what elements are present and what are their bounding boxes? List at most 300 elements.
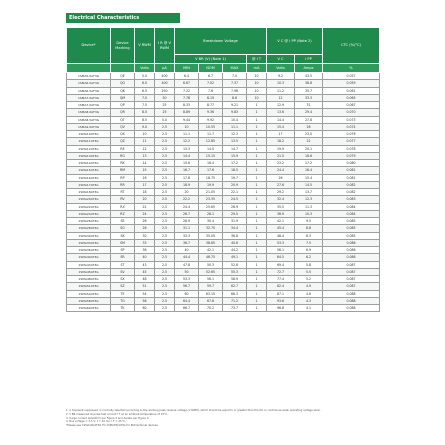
value-cell: 10	[247, 73, 267, 80]
marking-cell: QK	[111, 87, 135, 94]
device-cell: 1SMA60AT3G	[67, 305, 111, 312]
value-cell: 30.4	[199, 218, 223, 225]
value-cell: 1	[247, 123, 267, 130]
value-cell: 9.92	[199, 116, 223, 123]
value-cell: 27.8	[295, 116, 323, 123]
value-cell: 2.5	[155, 232, 175, 239]
unit-cell: Volts	[135, 64, 155, 73]
value-cell: 7.5	[135, 102, 155, 109]
value-cell: 9.21	[223, 102, 247, 109]
device-cell: 1SMA20AT3G	[67, 196, 111, 203]
value-cell: 1	[247, 181, 267, 188]
value-cell: 0.082	[323, 181, 380, 188]
device-cell: 1SMA18AT3G	[67, 189, 111, 196]
marking-cell: RX	[111, 203, 135, 210]
value-cell: 16.7	[175, 167, 199, 174]
marking-cell: ST	[111, 261, 135, 268]
value-cell: 58.9	[223, 276, 247, 283]
device-cell: 1SMA15AT3G	[67, 167, 111, 174]
table-row	[67, 138, 380, 145]
value-cell: 25	[155, 102, 175, 109]
value-cell: 10	[135, 131, 155, 138]
header-vc: V C	[267, 55, 295, 64]
value-cell: 31.1	[175, 225, 199, 232]
value-cell: 9.36	[199, 109, 223, 116]
device-cell: 1SMA11AT3G	[67, 138, 111, 145]
value-cell: 8.77	[199, 102, 223, 109]
value-cell: 58	[135, 297, 155, 304]
value-cell: 11.3	[295, 203, 323, 210]
value-cell: 22.1	[223, 189, 247, 196]
device-cell: 1SMA36AT3G	[67, 247, 111, 254]
value-cell: 26.9	[223, 203, 247, 210]
value-cell: 0.067	[323, 102, 380, 109]
value-cell: 6.7	[199, 73, 223, 80]
value-cell: 56.1	[199, 276, 223, 283]
table-row	[67, 181, 380, 188]
value-cell: 2.5	[155, 290, 175, 297]
value-cell: 0.085	[323, 232, 380, 239]
value-cell: 35.5	[267, 203, 295, 210]
value-cell: 50	[175, 268, 199, 275]
value-cell: 1	[247, 145, 267, 152]
table-row	[67, 189, 380, 196]
value-cell: 28	[135, 225, 155, 232]
device-cell: 1SMA13AT3G	[67, 152, 111, 159]
value-cell: 0.086	[323, 247, 380, 254]
table-row	[67, 152, 380, 159]
value-cell: 2.5	[155, 225, 175, 232]
value-cell: 12.3	[295, 196, 323, 203]
value-cell: 48.4	[267, 232, 295, 239]
value-cell: 35.7	[295, 87, 323, 94]
table-row	[67, 268, 380, 275]
device-cell: 1SMA26AT3G	[67, 218, 111, 225]
value-cell: 22.2	[175, 196, 199, 203]
value-cell: 7.0	[135, 94, 155, 101]
value-cell: 9.44	[175, 116, 199, 123]
value-cell: 18.2	[267, 138, 295, 145]
value-cell: 250	[155, 87, 175, 94]
unit-cell: Volts	[267, 64, 295, 73]
value-cell: 45	[135, 268, 155, 275]
table-row	[67, 239, 380, 246]
value-cell: 62.7	[223, 283, 247, 290]
value-cell: 50.3	[199, 261, 223, 268]
device-cell: 1SMA7.0AT3G	[67, 94, 111, 101]
value-cell: 0.087	[323, 261, 380, 268]
value-cell: 14.7	[223, 145, 247, 152]
device-cell: 1SMA58AT3G	[67, 297, 111, 304]
value-cell: 9.2	[267, 73, 295, 80]
value-cell: 25.65	[199, 203, 223, 210]
header-device: Device*	[67, 28, 111, 64]
device-cell: 1SMA45AT3G	[67, 268, 111, 275]
value-cell: 7.78	[175, 94, 199, 101]
value-cell: 9.5	[295, 218, 323, 225]
table-row	[67, 305, 380, 312]
device-cell: 1SMA17AT3G	[67, 181, 111, 188]
value-cell: 1	[247, 290, 267, 297]
value-cell: 56.7	[175, 283, 199, 290]
value-cell: 2.5	[155, 189, 175, 196]
value-cell: 0.081	[323, 167, 380, 174]
value-cell: 10.4	[223, 116, 247, 123]
value-cell: 26	[135, 218, 155, 225]
value-cell: 18.9	[175, 181, 199, 188]
value-cell: 0.088	[323, 290, 380, 297]
value-cell: 38.8	[295, 80, 323, 87]
value-cell: 2.5	[155, 283, 175, 290]
value-cell: 40	[135, 254, 155, 261]
device-cell: 1SMA7.5AT3G	[67, 102, 111, 109]
device-cell: 1SMA28AT3G	[67, 225, 111, 232]
header-breakdown-voltage: Breakdown Voltage	[175, 28, 267, 55]
value-cell: 1	[247, 218, 267, 225]
value-cell: 60	[175, 290, 199, 297]
device-cell: 1SMA24AT3G	[67, 210, 111, 217]
marking-cell: RK	[111, 160, 135, 167]
value-cell: 82.4	[267, 283, 295, 290]
device-cell: 1SMA51AT3G	[67, 283, 111, 290]
value-cell: 2.5	[155, 203, 175, 210]
value-cell: 5.8	[295, 261, 323, 268]
marking-cell: SG	[111, 225, 135, 232]
value-cell: 2.5	[155, 305, 175, 312]
value-cell: 1	[247, 239, 267, 246]
value-cell: 14	[135, 160, 155, 167]
marking-cell: SR	[111, 254, 135, 261]
value-cell: 1	[247, 174, 267, 181]
value-cell: 31.9	[223, 218, 247, 225]
value-cell: 46.75	[199, 254, 223, 261]
value-cell: 13.5	[223, 138, 247, 145]
value-cell: 16	[135, 174, 155, 181]
value-cell: 0.073	[323, 116, 380, 123]
value-cell: 23.2	[267, 160, 295, 167]
footnote-line: 1. A transient suppressor is normally selected according to the working peak reverse voltage (V RWM), which should be equal to or greater than the DC or continuous peak operating voltage level.	[66, 409, 321, 412]
marking-cell: SM	[111, 239, 135, 246]
value-cell: 32.4	[267, 196, 295, 203]
table-row	[67, 196, 380, 203]
value-cell: 13.3	[175, 145, 199, 152]
electrical-characteristics-table-wrapper	[66, 27, 379, 312]
value-cell: 0.078	[323, 145, 380, 152]
marking-cell: QZ	[111, 138, 135, 145]
value-cell: 7.0	[223, 73, 247, 80]
value-cell: 8.8	[295, 225, 323, 232]
value-cell: 10	[175, 123, 199, 130]
value-cell: 16.4	[199, 160, 223, 167]
value-cell: 9.83	[223, 109, 247, 116]
value-cell: 6.9	[295, 247, 323, 254]
value-cell: 19.9	[267, 145, 295, 152]
table-row	[67, 225, 380, 232]
value-cell: 9.0	[135, 123, 155, 130]
value-cell: 23.35	[199, 196, 223, 203]
value-cell: 2.5	[155, 145, 175, 152]
marking-cell: SP	[111, 247, 135, 254]
value-cell: 59.7	[199, 283, 223, 290]
value-cell: 17.6	[199, 167, 223, 174]
header-device-marking: Device Marking	[111, 28, 135, 64]
device-cell: 1SMA14AT3G	[67, 160, 111, 167]
value-cell: 18.6	[295, 152, 323, 159]
value-cell: 5.0	[155, 116, 175, 123]
value-cell: 45.4	[267, 225, 295, 232]
unit-cell: MAX	[223, 64, 247, 73]
value-cell: 26.7	[175, 210, 199, 217]
unit-blank	[67, 64, 111, 73]
value-cell: 51	[135, 283, 155, 290]
value-cell: 66.3	[223, 290, 247, 297]
value-cell: 7.6	[199, 87, 223, 94]
header-vc-ipp: V C @ I PP (Note 2)	[267, 28, 323, 55]
value-cell: 7.22	[175, 87, 199, 94]
value-cell: 36	[135, 247, 155, 254]
value-cell: 33	[135, 239, 155, 246]
marking-cell: RP	[111, 174, 135, 181]
value-cell: 0.082	[323, 189, 380, 196]
device-cell: 1SMA9.0AT3G	[67, 123, 111, 130]
value-cell: 43	[135, 261, 155, 268]
value-cell: 17.2	[295, 160, 323, 167]
value-cell: 44.4	[175, 254, 199, 261]
table-row	[67, 283, 380, 290]
footnote-line: 3. Surge current waveform per Figure 2 and derate per Figure 3.	[66, 416, 150, 420]
value-cell: 72.7	[267, 268, 295, 275]
electrical-characteristics-table	[66, 27, 380, 312]
marking-cell: QT	[111, 116, 135, 123]
value-cell: 60	[135, 305, 155, 312]
value-cell: 20.9	[223, 181, 247, 188]
value-cell: 0.083	[323, 196, 380, 203]
marking-cell: QX	[111, 131, 135, 138]
value-cell: 7.98	[223, 87, 247, 94]
device-cell: 1SMA8.5AT3G	[67, 116, 111, 123]
value-cell: 53.3	[267, 239, 295, 246]
value-cell: 1	[247, 189, 267, 196]
value-cell: 1	[247, 131, 267, 138]
marking-cell: TG	[111, 297, 135, 304]
value-cell: 14.5	[295, 181, 323, 188]
value-cell: 2.5	[155, 181, 175, 188]
value-cell: 10	[247, 94, 267, 101]
value-cell: 15.6	[175, 160, 199, 167]
value-cell: 5.5	[295, 268, 323, 275]
table-row	[67, 94, 380, 101]
value-cell: 36.8	[223, 232, 247, 239]
table-row	[67, 73, 380, 80]
value-cell: 2.5	[155, 152, 175, 159]
value-cell: 43.5	[295, 73, 323, 80]
value-cell: 1	[247, 297, 267, 304]
footnote-line: 2. V BR measured at pulse test current I T at an ambient temperature of 25°C.	[66, 412, 169, 416]
value-cell: 2.5	[155, 174, 175, 181]
value-cell: 27.6	[267, 181, 295, 188]
value-cell: 0.070	[323, 109, 380, 116]
value-cell: 0.087	[323, 283, 380, 290]
table-row	[67, 123, 380, 130]
value-cell: 11.1	[175, 131, 199, 138]
value-cell: 8.5	[135, 116, 155, 123]
value-cell: 0.080	[323, 160, 380, 167]
value-cell: 64.5	[267, 254, 295, 261]
device-cell: 1SMA54AT3G	[67, 290, 111, 297]
value-cell: 24.4	[175, 203, 199, 210]
unit-cell: MIN	[175, 64, 199, 73]
table-row	[67, 297, 380, 304]
value-cell: 1	[247, 138, 267, 145]
value-cell: 5.2	[295, 276, 323, 283]
value-cell: 2.5	[155, 131, 175, 138]
value-cell: 64.4	[175, 297, 199, 304]
value-cell: 30	[135, 232, 155, 239]
value-cell: 15.9	[223, 152, 247, 159]
device-cell: 1SMA10AT3G	[67, 131, 111, 138]
value-cell: 40.6	[223, 239, 247, 246]
table-row	[67, 87, 380, 94]
unit-cell: Amps	[295, 64, 323, 73]
value-cell: 32.75	[199, 225, 223, 232]
value-cell: 71.2	[223, 297, 247, 304]
device-cell: 1SMA12AT3G	[67, 145, 111, 152]
device-cell: 1SMA5.0AT3G	[67, 73, 111, 80]
value-cell: 21.5	[267, 152, 295, 159]
value-cell: 0.074	[323, 123, 380, 130]
value-cell: 20	[175, 189, 199, 196]
value-cell: 12.85	[199, 138, 223, 145]
marking-cell: SE	[111, 218, 135, 225]
value-cell: 0.086	[323, 254, 380, 261]
table-row	[67, 203, 380, 210]
value-cell: 24.5	[223, 196, 247, 203]
table-row	[67, 210, 380, 217]
value-cell: 1	[247, 203, 267, 210]
value-cell: 63.15	[199, 290, 223, 297]
table-row	[67, 254, 380, 261]
value-cell: 0.087	[323, 268, 380, 275]
value-cell: 1	[247, 210, 267, 217]
value-cell: 0.088	[323, 305, 380, 312]
table-row	[67, 131, 380, 138]
value-cell: 1	[247, 196, 267, 203]
value-cell: 0.087	[323, 276, 380, 283]
value-cell: 38.9	[267, 210, 295, 217]
value-cell: 14.4	[267, 116, 295, 123]
header-ipp: I PP	[295, 55, 323, 64]
value-cell: 1	[247, 152, 267, 159]
value-cell: 14.0	[199, 145, 223, 152]
table-row	[67, 145, 380, 152]
device-cell: 1SMA6.0AT3G	[67, 80, 111, 87]
value-cell: 1	[247, 160, 267, 167]
header-ctc: CTC (%/°C)	[323, 28, 380, 64]
value-cell: 2.5	[155, 261, 175, 268]
value-cell: 26	[267, 174, 295, 181]
value-cell: 8.0	[135, 109, 155, 116]
value-cell: 55.3	[223, 268, 247, 275]
value-cell: 1	[247, 232, 267, 239]
value-cell: 2.5	[155, 210, 175, 217]
marking-cell: QE	[111, 73, 135, 80]
value-cell: 17	[267, 131, 295, 138]
unit-cell: NOM	[199, 64, 223, 73]
marking-cell: SK	[111, 232, 135, 239]
value-cell: 400	[155, 73, 175, 80]
value-cell: 18	[135, 189, 155, 196]
value-cell: 36.7	[175, 239, 199, 246]
value-cell: 50	[155, 94, 175, 101]
value-cell: 42.1	[199, 247, 223, 254]
value-cell: 2.5	[155, 138, 175, 145]
device-cell: 1SMA40AT3G	[67, 254, 111, 261]
value-cell: 1	[247, 305, 267, 312]
marking-cell: SV	[111, 268, 135, 275]
value-cell: 16.4	[295, 167, 323, 174]
value-cell: 29.4	[295, 109, 323, 116]
value-cell: 12.3	[223, 131, 247, 138]
value-cell: 24	[135, 210, 155, 217]
header-ir-vrwm: I R @ V RWM	[155, 28, 175, 64]
value-cell: 2.5	[155, 196, 175, 203]
value-cell: 48	[135, 276, 155, 283]
value-cell: 0.065	[323, 94, 380, 101]
value-cell: 26	[295, 123, 323, 130]
value-cell: 0.085	[323, 225, 380, 232]
value-cell: 22	[135, 203, 155, 210]
value-cell: 2.5	[155, 239, 175, 246]
marking-cell: SZ	[111, 283, 135, 290]
value-cell: 4.3	[295, 297, 323, 304]
value-cell: 1	[247, 116, 267, 123]
unit-cell: %	[323, 64, 380, 73]
table-row	[67, 116, 380, 123]
value-cell: 0.081	[323, 174, 380, 181]
value-cell: 21.05	[199, 189, 223, 196]
value-cell: 49.1	[223, 254, 247, 261]
value-cell: 11.1	[223, 123, 247, 130]
value-cell: 8.33	[175, 102, 199, 109]
value-cell: 8.19	[199, 94, 223, 101]
value-cell: 2.5	[155, 160, 175, 167]
value-cell: 0.057	[323, 73, 380, 80]
value-cell: 0.086	[323, 239, 380, 246]
value-cell: 6.2	[295, 254, 323, 261]
marking-cell: RZ	[111, 210, 135, 217]
marking-cell: RG	[111, 152, 135, 159]
value-cell: 12.9	[267, 102, 295, 109]
device-cell: 1SMA48AT3G	[67, 276, 111, 283]
value-cell: 58.1	[267, 247, 295, 254]
value-cell: 17.8	[175, 174, 199, 181]
marking-cell: QR	[111, 109, 135, 116]
value-cell: 2.5	[155, 218, 175, 225]
device-cell: 1SMA6.5AT3G	[67, 87, 111, 94]
value-cell: 2.5	[155, 297, 175, 304]
value-cell: 2.5	[155, 123, 175, 130]
value-cell: 52.65	[199, 268, 223, 275]
value-cell: 47.8	[175, 261, 199, 268]
value-cell: 6.67	[175, 80, 199, 87]
value-cell: 17.2	[223, 160, 247, 167]
value-cell: 12	[267, 94, 295, 101]
value-cell: 8.89	[175, 109, 199, 116]
table-row	[67, 80, 380, 87]
value-cell: 28.1	[199, 210, 223, 217]
value-cell: 4.6	[295, 290, 323, 297]
value-cell: 67.8	[199, 297, 223, 304]
